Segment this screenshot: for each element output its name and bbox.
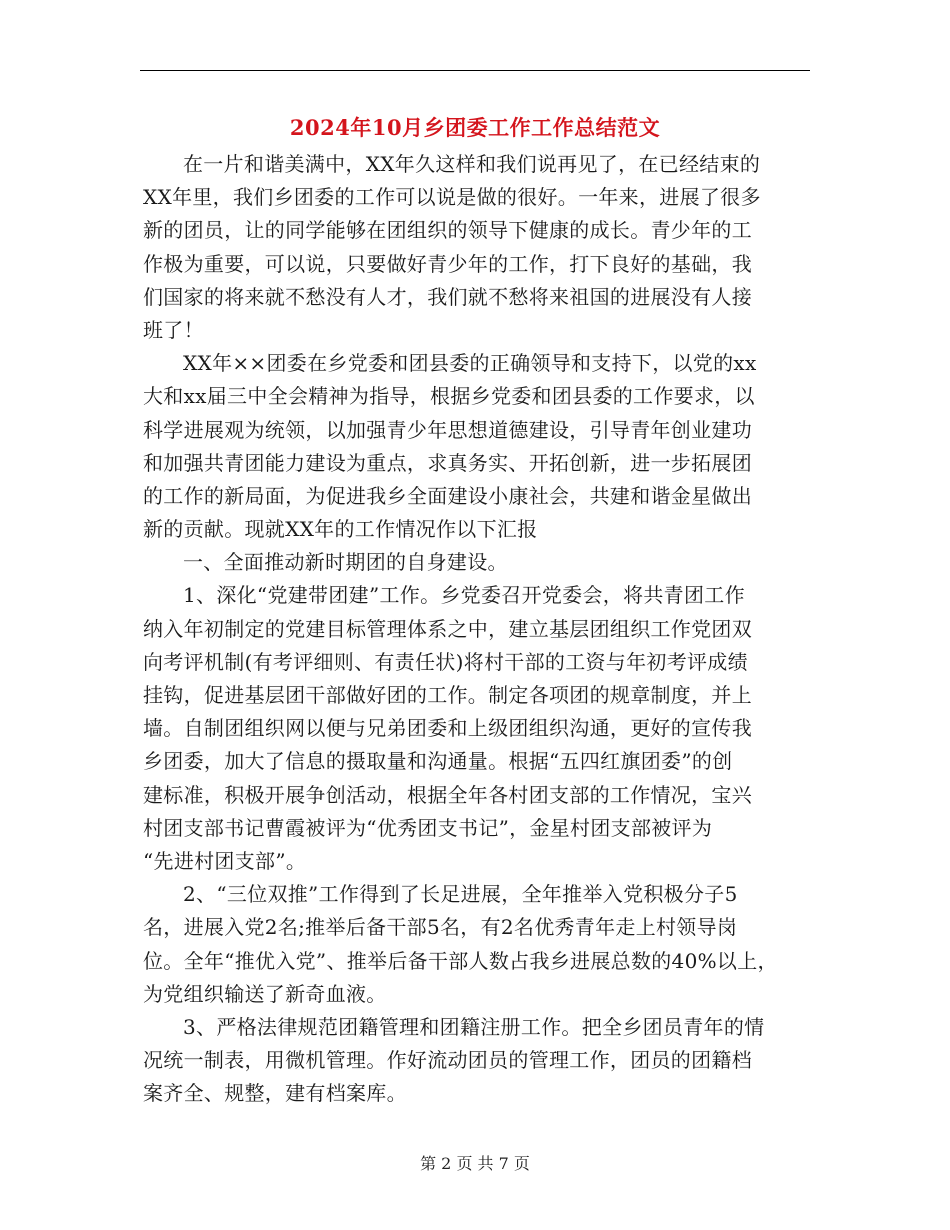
text-line: 案齐全、规整，建有档案库。 [143, 1081, 407, 1106]
text-line: 一、全面推动新时期团的自身建设。 [183, 550, 508, 575]
text-line: 乡团委，加大了信息的摄取量和沟通量。根据“五四红旗团委”的创 [143, 749, 733, 774]
text-line: 墙。自制团组织网以便与兄弟团委和上级团组织沟通，更好的宣传我 [143, 716, 752, 741]
page-footer: 第 2 页 共 7 页 [420, 1154, 530, 1173]
text-line: 新的贡献。现就XX年的工作情况作以下汇报 [143, 517, 538, 542]
text-line: 况统一制表，用微机管理。作好流动团员的管理工作，团员的团籍档 [143, 1048, 752, 1073]
text-line: 新的团员，让的同学能够在团组织的领导下健康的成长。青少年的工 [143, 218, 752, 243]
text-line: 们国家的将来就不愁没有人才，我们就不愁将来祖国的进展没有人接 [143, 284, 752, 309]
paragraph-overview [143, 347, 811, 546]
document-body [143, 148, 811, 1110]
text-line: XX年里，我们乡团委的工作可以说是做的很好。一年来，进展了很多 [143, 185, 761, 210]
text-line: 大和xx届三中全会精神为指导，根据乡党委和团县委的工作要求，以 [143, 384, 755, 409]
text-line: XX年××团委在乡党委和团县委的正确领导和支持下，以党的xx [183, 351, 757, 376]
text-line: 3、严格法律规范团籍管理和团籍注册工作。把全乡团员青年的情 [183, 1014, 765, 1039]
text-line: 作极为重要，可以说，只要做好青少年的工作，打下良好的基础，我 [143, 251, 752, 276]
text-line: 位。全年“推优入党”、推举后备干部人数占我乡进展总数的40%以上， [143, 948, 778, 973]
text-line: 在一片和谐美满中，XX年久这样和我们说再见了，在已经结束的 [183, 152, 761, 176]
text-line: 班了！ [143, 317, 204, 342]
paragraph-intro [143, 148, 811, 347]
paragraph-item-1 [143, 579, 811, 878]
text-line: 的工作的新局面，为促进我乡全面建设小康社会，共建和谐金星做出 [143, 483, 752, 508]
text-line: 科学进展观为统领，以加强青少年思想道德建设，引导青年创业建功 [143, 417, 752, 442]
text-line: 建标准，积极开展争创活动，根据全年各村团支部的工作情况，宝兴 [143, 782, 752, 807]
paragraph-item-3 [143, 1011, 811, 1111]
text-line: 挂钩，促进基层团干部做好团的工作。制定各项团的规章制度，并上 [143, 683, 752, 707]
text-line: 纳入年初制定的党建目标管理体系之中，建立基层团组织工作党团双 [143, 616, 752, 641]
text-line: 名，进展入党2名;推举后备干部5名，有2名优秀青年走上村领导岗 [143, 915, 738, 940]
text-line: 1、深化“党建带团建”工作。乡党委召开党委会，将共青团工作 [183, 583, 745, 608]
paragraph-item-2 [143, 878, 811, 1011]
text-line: 为党组织输送了新奇血液。 [143, 981, 387, 1006]
text-line: “先进村团支部”。 [143, 848, 307, 873]
header-rule [140, 70, 810, 71]
text-line: 向考评机制(有考评细则、有责任状)将村干部的工资与年初考评成绩 [143, 649, 748, 674]
text-line: 和加强共青团能力建设为重点，求真务实、开拓创新，进一步拓展团 [143, 450, 752, 475]
section-heading [143, 546, 811, 579]
document-title: 2024年10月乡团委工作工作总结范文 [289, 115, 661, 140]
text-line: 2、“三位双推”工作得到了长足进展，全年推举入党积极分子5 [183, 882, 738, 907]
text-line: 村团支部书记曹霞被评为“优秀团支书记”，金星村团支部被评为 [143, 815, 713, 840]
